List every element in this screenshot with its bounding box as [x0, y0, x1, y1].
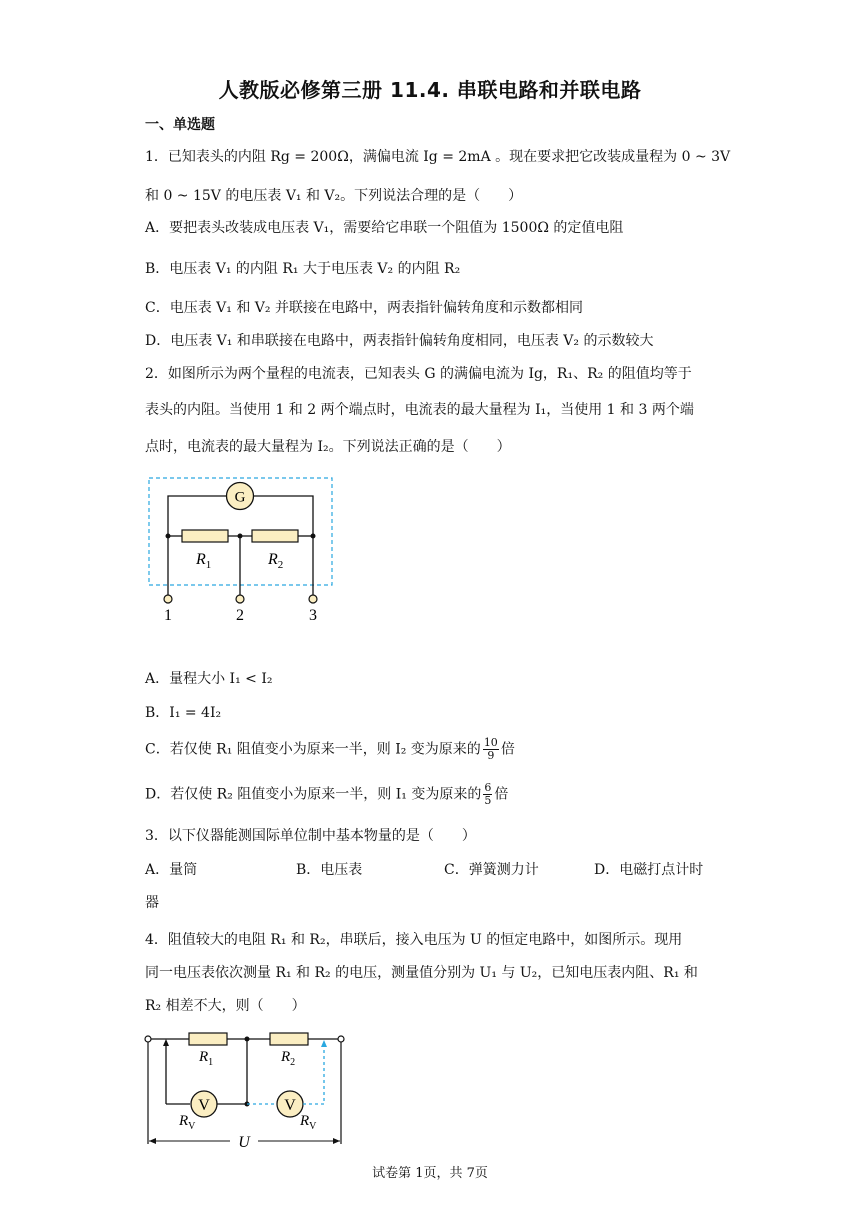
r2-subscript: 2: [277, 559, 284, 571]
voltmeter-1-label: V: [198, 1097, 210, 1114]
q1-option-d: D．电压表 V₁ 和串联接在电路中，两表指针偏转角度相同，电压表 V₂ 的示数较大: [145, 333, 654, 349]
q1-stem-line2: 和 0 ~ 15V 的电压表 V₁ 和 V₂。下列说法合理的是（ ）: [145, 188, 523, 204]
r1-label: R: [196, 551, 206, 568]
svg-text:RV: [299, 1113, 317, 1132]
fraction-denominator: 9: [487, 749, 495, 762]
q2-stem-line3: 点时，电流表的最大量程为 I₂。下列说法正确的是（ ）: [145, 439, 511, 455]
terminal-1-label: 1: [164, 607, 172, 624]
q1-option-a: A．要把表头改装成电压表 V₁，需要给它串联一个阻值为 1500Ω 的定值电阻: [145, 220, 624, 236]
q3-option-d-cont: 器: [145, 895, 159, 911]
terminal-3-label: 3: [309, 607, 317, 624]
voltmeter-2-label: V: [284, 1097, 296, 1114]
q2-circuit-diagram: [140, 472, 340, 632]
q2-option-d-text: D．若仅使 R₂ 阻值变小为原来一半，则 I₁ 变为原来的: [145, 786, 482, 803]
q2-option-d: [145, 782, 508, 807]
resistor-r2: [252, 530, 298, 542]
rv1-label: R: [179, 1113, 189, 1129]
page-footer: 试卷第 1页，共 7页: [372, 1166, 488, 1181]
q3-option-c: C．弹簧测力计: [444, 862, 539, 878]
q2-option-c-fraction: [483, 737, 499, 762]
r2-label: R: [281, 1049, 291, 1065]
terminal-1: [164, 595, 172, 603]
q2-option-a: A．量程大小 I₁ < I₂: [145, 671, 273, 687]
svg-text:R2: [267, 551, 283, 571]
r2-label: R: [268, 551, 278, 568]
svg-text:R1: [198, 1049, 213, 1068]
q4-stem-line2: 同一电压表依次测量 R₁ 和 R₂ 的电压，测量值分别为 U₁ 与 U₂，已知电压表内阻、R₁ 和: [145, 965, 698, 981]
resistor-r1: [189, 1033, 227, 1045]
q3-stem: 3．以下仪器能测国际单位制中基本物量的是（ ）: [145, 828, 476, 844]
q2-stem-line2: 表头的内阻。当使用 1 和 2 两个端点时，电流表的最大量程为 I₁，当使用 1 和 3 两个端: [145, 402, 694, 418]
q2-option-d-fraction: [483, 782, 492, 807]
resistor-r2: [270, 1033, 308, 1045]
rv2-label: R: [300, 1113, 310, 1129]
terminal-2: [236, 595, 244, 603]
galvanometer-label: G: [234, 489, 246, 506]
q2-option-c-text: C．若仅使 R₁ 阻值变小为原来一半，则 I₂ 变为原来的: [145, 741, 481, 758]
fraction-numerator: 10: [483, 736, 498, 749]
fraction-denominator: 5: [484, 794, 492, 807]
q1-stem-line1: 1．已知表头的内阻 Rg = 200Ω，满偏电流 Ig = 2mA 。现在要求把它改装成量程为 0 ~ 3V: [145, 149, 731, 165]
svg-text:R2: [280, 1049, 295, 1068]
q2-stem-line1: 2．如图所示为两个量程的电流表，已知表头 G 的满偏电流为 Ig，R₁、R₂ 的阻值均等于: [145, 366, 692, 382]
r1-subscript: 1: [205, 559, 212, 571]
q2-option-d-suffix: 倍: [494, 786, 509, 803]
resistor-r1: [182, 530, 228, 542]
right-terminal: [338, 1036, 344, 1042]
q1-option-b: B．电压表 V₁ 的内阻 R₁ 大于电压表 V₂ 的内阻 R₂: [145, 261, 461, 277]
fraction-numerator: 6: [484, 781, 492, 794]
q2-option-b: B．I₁ = 4I₂: [145, 705, 222, 721]
q1-option-c: C．电压表 V₁ 和 V₂ 并联接在电路中，两表指针偏转角度和示数都相同: [145, 300, 583, 316]
q3-option-b: B．电压表: [296, 862, 363, 878]
svg-text:RV: [178, 1113, 196, 1132]
rv2-subscript: V: [309, 1121, 317, 1132]
section-heading: 一、单选题: [145, 117, 215, 133]
q2-option-c-suffix: 倍: [500, 741, 515, 758]
rv1-subscript: V: [188, 1121, 196, 1132]
q3-option-a: A．量筒: [145, 862, 198, 878]
q4-stem-line1: 4．阻值较大的电阻 R₁ 和 R₂，串联后，接入电压为 U 的恒定电路中，如图所示。现用: [145, 932, 683, 948]
r2-subscript: 2: [290, 1057, 296, 1068]
r1-subscript: 1: [208, 1057, 214, 1068]
q4-stem-line3: R₂ 相差不大，则（ ）: [145, 998, 306, 1014]
voltage-u-label: U: [238, 1134, 250, 1151]
terminal-2-label: 2: [236, 607, 244, 624]
q2-option-c: [145, 737, 515, 762]
terminal-3: [309, 595, 317, 603]
q4-circuit-diagram: [140, 1026, 360, 1156]
r1-label: R: [199, 1049, 209, 1065]
q3-option-d: D．电磁打点计时: [594, 862, 704, 878]
svg-text:R1: [195, 551, 211, 571]
left-terminal: [145, 1036, 151, 1042]
page-title: 人教版必修第三册 11.4. 串联电路和并联电路: [218, 78, 642, 102]
